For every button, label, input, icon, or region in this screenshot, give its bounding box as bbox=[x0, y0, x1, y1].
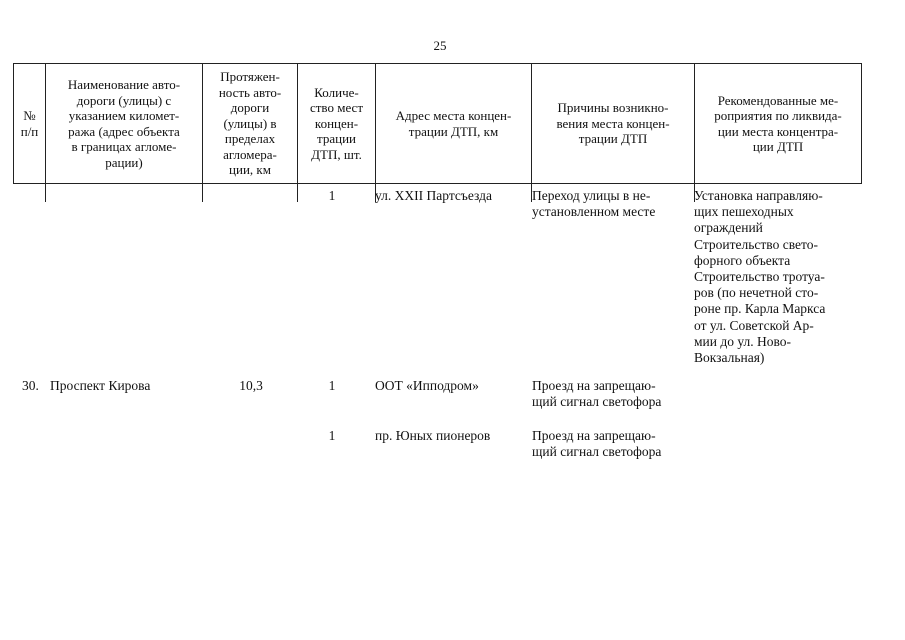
cell-length: 10,3 bbox=[239, 378, 263, 393]
header-length: Протяжен- ность авто- дороги (улицы) в пределах агломера- ции, км bbox=[203, 64, 298, 183]
header-road-name: Наименование авто- дороги (улицы) с указанием километ- ража (адрес объекта в границах агломе- рации) bbox=[46, 64, 203, 183]
header-reason: Причины возникно- вения места концен- трации ДТП bbox=[532, 64, 695, 183]
cell-reason: Проезд на запрещаю- щий сигнал светофора bbox=[532, 428, 662, 460]
page-number: 25 bbox=[433, 38, 447, 53]
cell-address: ООТ «Ипподром» bbox=[375, 378, 479, 393]
column-divider bbox=[297, 184, 298, 202]
header-num: № п/п bbox=[14, 64, 46, 183]
cell-address: пр. Юных пионеров bbox=[375, 428, 491, 443]
column-divider bbox=[202, 184, 203, 202]
table-header bbox=[13, 63, 862, 184]
column-divider bbox=[45, 184, 46, 202]
cell-reason: Проезд на запрещаю- щий сигнал светофора bbox=[532, 378, 662, 410]
cell-road-name: Проспект Кирова bbox=[50, 378, 151, 393]
header-address: Адрес места концен- трации ДТП, км bbox=[376, 64, 532, 183]
cell-num: 30. bbox=[22, 378, 39, 393]
header-count: Количе- ство мест концен- трации ДТП, шт. bbox=[298, 64, 376, 183]
cell-count: 1 bbox=[328, 188, 336, 203]
cell-count: 1 bbox=[328, 428, 336, 443]
cell-reason: Переход улицы в не- установленном месте bbox=[532, 188, 656, 220]
cell-address: ул. XXII Партсъезда bbox=[375, 188, 492, 203]
header-recommendation: Рекомендованные ме- роприятия по ликвида- ции места концентра- ции ДТП bbox=[714, 92, 842, 154]
cell-recommendation: Установка направляю- щих пешеходных ограждений Строительство свето- форного объекта Строительство тротуа- ров (по нечетной сто- роне пр. Карла Маркса от ул. Советской Ар- мии до ул. Ново- Вокзальная) bbox=[694, 188, 826, 366]
cell-count: 1 bbox=[328, 378, 336, 393]
